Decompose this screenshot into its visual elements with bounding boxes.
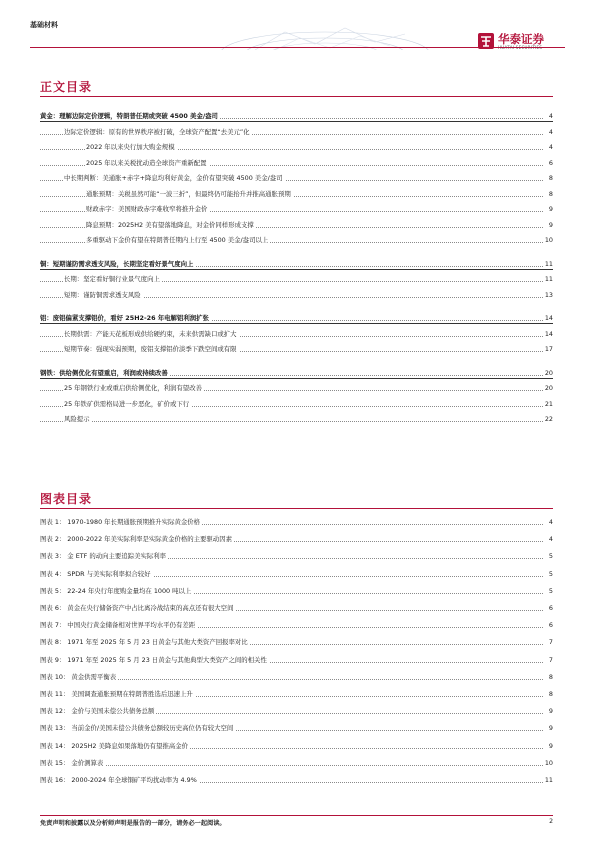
toc-chapter-entry[interactable] [40, 312, 553, 324]
entry-page-number[interactable]: 4 [548, 127, 553, 136]
figure-entry[interactable] [40, 636, 553, 648]
entry-page-number[interactable]: 8 [548, 672, 553, 681]
entry-title[interactable]: 多重驱动下金价有望在特朗普任期内上行至 4500 美金/盎司以上 [86, 236, 269, 244]
figure-entry[interactable] [40, 688, 553, 700]
figure-entry[interactable] [40, 671, 553, 683]
entry-title[interactable]: 财政赤字：美国财政赤字难收窄将推升金价 [86, 205, 208, 213]
entry-title[interactable]: 图表 11： 美国调查通胀预期在特朗普胜选后迅速上升 [40, 690, 193, 698]
header-rule [30, 47, 565, 48]
footer-rule [40, 815, 553, 816]
entry-title[interactable]: 25 年钢铁行业或重启供给侧优化，利润有望改善 [64, 384, 202, 392]
toc-subsection-entry[interactable] [40, 203, 553, 215]
entry-page-number[interactable]: 10 [544, 236, 553, 244]
entry-title[interactable]: 降息预期：2025H2 美有望落地降息，对金价同样形成支撑 [86, 220, 254, 229]
entry-page-number[interactable]: 14 [544, 329, 553, 338]
entry-title[interactable]: 中长期判断：美通胀+赤字+降息均利好黄金，金价有望突破 4500 美金/盎司 [64, 174, 283, 182]
entry-page-number[interactable]: 14 [544, 314, 553, 322]
entry-title[interactable]: 长期供需：产能天花板形成供给硬约束，未来供需缺口或扩大 [64, 329, 237, 338]
toc-subsection-entry[interactable] [40, 234, 553, 246]
entry-page-number[interactable]: 9 [548, 220, 553, 229]
entry-title[interactable]: 图表 13： 当前金价/美国未偿公共债务总额较历史高位仍有较大空间 [40, 724, 234, 733]
entry-title[interactable]: 图表 7： 中国央行黄金储备相对世界平均水平仍有差距 [40, 621, 196, 630]
toc-section-entry[interactable] [40, 382, 553, 394]
report-category: 基础材料 [30, 21, 58, 29]
footer-disclaimer: 免责声明和披露以及分析师声明是报告的一部分，请务必一起阅读。 [40, 820, 226, 827]
entry-page-number[interactable]: 10 [544, 758, 553, 767]
entry-title[interactable]: 黄金：理解边际定价逻辑，特朗普任期或突破 4500 美金/盎司 [40, 112, 218, 120]
entry-page-number[interactable]: 6 [548, 158, 553, 167]
figure-entry[interactable] [40, 722, 553, 734]
entry-title[interactable]: 图表 9： 1971 年至 2025 年 5 月 23 日黄金与其他典型大类资产之间的相关性 [40, 655, 267, 664]
entry-title[interactable]: 2025 年以来关税扰动造全球资产重新配置 [86, 158, 207, 167]
entry-page-number[interactable]: 13 [544, 290, 553, 299]
entry-title[interactable]: 图表 16： 2000-2024 年全球铜矿平均扰动率为 4.9% [40, 776, 197, 784]
chapter-underline [40, 269, 553, 270]
entry-title[interactable]: 钢铁：供给侧优化有望重启，利润或持续改善 [40, 368, 168, 377]
figure-entry[interactable] [40, 740, 553, 752]
toc-subsection-entry[interactable] [40, 141, 553, 153]
entry-title[interactable]: 图表 2： 2000-2022 年美实际利率是实际黄金价格的主要驱动因素 [40, 535, 232, 544]
figure-entry[interactable] [40, 654, 553, 666]
entry-page-number[interactable]: 8 [548, 690, 553, 698]
entry-page-number[interactable]: 17 [544, 345, 553, 353]
figure-entry[interactable] [40, 516, 553, 528]
entry-page-number[interactable]: 9 [548, 707, 553, 716]
toc-subsection-entry[interactable] [40, 188, 553, 200]
entry-title[interactable]: 图表 12： 金价与美国未偿公共债务总额 [40, 707, 155, 716]
toc-subsection-entry[interactable] [40, 219, 553, 231]
entry-page-number[interactable]: 20 [544, 384, 553, 392]
entry-title[interactable]: 风险提示 [64, 415, 90, 423]
entry-page-number[interactable]: 8 [548, 189, 553, 198]
toc-chapter-entry[interactable] [40, 110, 553, 122]
figure-entry[interactable] [40, 757, 553, 769]
figure-entry[interactable] [40, 774, 553, 786]
toc-section-entry[interactable] [40, 172, 553, 184]
entry-title[interactable]: 图表 6： 黄金在央行储备资产中占比离冷战结束的高点还有很大空间 [40, 604, 234, 612]
entry-page-number[interactable]: 6 [548, 604, 553, 612]
figures-title-rule [40, 508, 553, 509]
toc-section-entry[interactable] [40, 398, 553, 410]
entry-title[interactable]: 铜：短期谨防需求透支风险，长期坚定看好景气度向上 [40, 259, 194, 268]
entry-page-number[interactable]: 4 [548, 143, 553, 151]
entry-page-number[interactable]: 7 [548, 638, 553, 647]
entry-page-number[interactable]: 5 [548, 552, 553, 561]
entry-page-number[interactable]: 7 [548, 655, 553, 664]
entry-title[interactable]: 短期：谨防铜需求透支风险 [64, 290, 141, 299]
leader-dots [40, 765, 543, 766]
entry-page-number[interactable]: 4 [548, 112, 553, 120]
entry-page-number[interactable]: 9 [548, 205, 553, 213]
entry-title[interactable]: 2022 年以来央行加大购金规模 [86, 143, 175, 151]
entry-page-number[interactable]: 6 [548, 621, 553, 630]
entry-page-number[interactable]: 5 [548, 569, 553, 578]
entry-title[interactable]: 图表 1： 1970-1980 年长期通胀预期推升实际黄金价格 [40, 518, 201, 526]
entry-title[interactable]: 边际定价逻辑：原有的世界秩序被打破，全球资产配置“去美元”化 [64, 127, 250, 136]
toc-title-rule [40, 96, 553, 97]
toc-chapter-entry[interactable] [40, 258, 553, 270]
logo-name: 华泰证券 [498, 32, 544, 46]
entry-page-number[interactable]: 11 [544, 776, 553, 784]
entry-title[interactable]: 通胀预期：关税虽然可能“一波三折”，但最终仍可能抬升并推高通胀预期 [86, 189, 291, 198]
figure-entry[interactable] [40, 533, 553, 545]
entry-title[interactable]: 图表 4： SPDR 与美实际利率拟合较好 [40, 569, 151, 578]
figure-entry[interactable] [40, 619, 553, 631]
entry-title[interactable]: 图表 15： 金价测算表 [40, 758, 104, 767]
toc-section-entry[interactable] [40, 126, 553, 138]
leader-dots [40, 421, 543, 422]
figures-title: 图表目录 [40, 492, 93, 506]
entry-title[interactable]: 图表 8： 1971 年至 2025 年 5 月 23 日黄金与其他大类资产回报率对比 [40, 638, 248, 647]
entry-page-number[interactable]: 11 [544, 259, 553, 268]
company-logo [478, 33, 568, 51]
figure-entry[interactable] [40, 602, 553, 614]
entry-title[interactable]: 图表 3： 金 ETF 的动向主要追踪美实际利率 [40, 552, 167, 561]
toc-section-entry[interactable] [40, 328, 553, 340]
page-number: 2 [549, 818, 553, 825]
entry-page-number[interactable]: 8 [548, 174, 553, 182]
entry-page-number[interactable]: 21 [544, 399, 553, 408]
entry-page-number[interactable]: 5 [548, 586, 553, 595]
figure-entry[interactable] [40, 585, 553, 597]
entry-title[interactable]: 图表 5： 22-24 年央行年度购金量均在 1000 吨以上 [40, 586, 192, 595]
entry-title[interactable]: 长期：坚定看好铜行业景气度向上 [64, 275, 160, 283]
toc-section-entry[interactable] [40, 343, 553, 355]
entry-page-number[interactable]: 22 [544, 415, 553, 423]
entry-page-number[interactable]: 9 [548, 741, 553, 750]
chapter-underline [40, 121, 553, 122]
entry-page-number[interactable]: 4 [548, 535, 553, 544]
chapter-underline [40, 323, 553, 324]
entry-page-number[interactable]: 4 [548, 518, 553, 526]
toc-section-entry[interactable] [40, 413, 553, 425]
logo-english: HUATAI SECURITIES [498, 45, 543, 50]
entry-page-number[interactable]: 20 [544, 368, 553, 377]
entry-page-number[interactable]: 11 [544, 275, 553, 283]
entry-title[interactable]: 图表 14： 2025H2 美降息如果落地仍有望推高金价 [40, 741, 189, 750]
toc-title: 正文目录 [40, 80, 93, 94]
entry-title[interactable]: 25 年铁矿供需格局进一步恶化，矿价或下行 [64, 399, 190, 408]
chapter-underline [40, 378, 553, 379]
entry-title[interactable]: 铝：废铝偏紧支撑铝价，看好 25H2-26 年电解铝利润扩张 [40, 314, 209, 322]
figure-entry[interactable] [40, 568, 553, 580]
entry-title[interactable]: 短期节奏：强现实弱预期，废铝支撑铝价淡季下跌空间或有限 [64, 345, 237, 353]
toc-section-entry[interactable] [40, 273, 553, 285]
entry-title[interactable]: 图表 10： 黄金供需平衡表 [40, 672, 117, 681]
figure-entry[interactable] [40, 550, 553, 562]
toc-subsection-entry[interactable] [40, 157, 553, 169]
toc-section-entry[interactable] [40, 289, 553, 301]
figure-entry[interactable] [40, 705, 553, 717]
entry-page-number[interactable]: 9 [548, 724, 553, 733]
toc-chapter-entry[interactable] [40, 367, 553, 379]
